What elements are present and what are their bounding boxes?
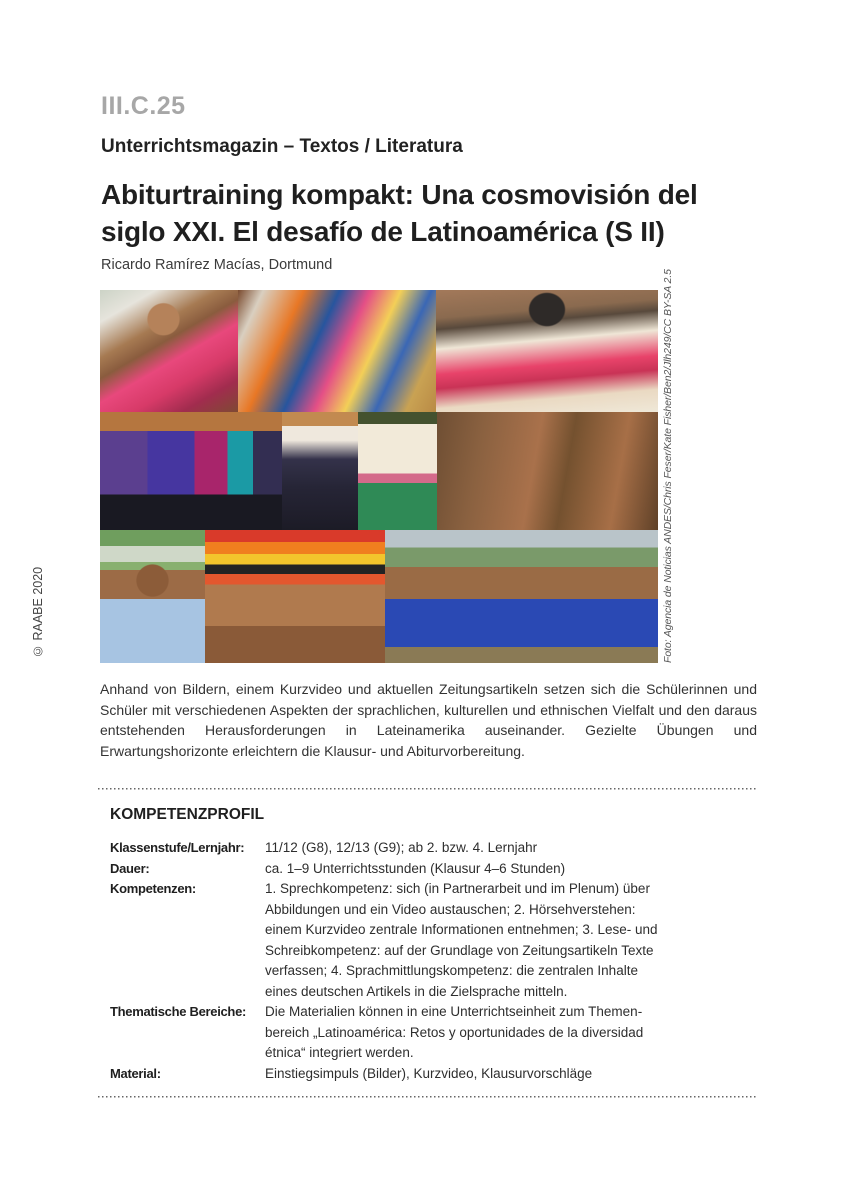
value-line: verfassen; 4. Sprachmittlungskompetenz: die zentralen Inhalte <box>265 963 638 978</box>
table-row-kompetenzen <box>110 879 756 1002</box>
value-line: bereich „Latinoamérica: Retos y oportunidades de la diversidad <box>265 1024 644 1040</box>
row-value <box>265 859 756 880</box>
table-row-thematische-bereiche <box>110 1002 756 1064</box>
value-line: Die Materialien können in eine Unterrichtseinheit zum Themen- <box>265 1004 643 1019</box>
row-value <box>265 838 756 859</box>
photo-navy-shawl-woman <box>282 412 358 530</box>
value-line: étnica“ integriert werden. <box>265 1045 414 1060</box>
row-value <box>265 879 756 1002</box>
row-value <box>265 1064 756 1085</box>
row-label: Dauer: <box>110 860 150 876</box>
value-line: 1. Sprechkompetenz: sich (in Partnerarbeit und im Plenum) über <box>265 881 650 896</box>
photo-woman-with-wool <box>436 290 658 412</box>
table-row-klassenstufe <box>110 838 756 859</box>
value-line: Einstiegsimpuls (Bilder), Kurzvideo, Klausurvorschläge <box>265 1065 593 1081</box>
copyright-vertical: © RAABE 2020 <box>31 566 45 658</box>
page-title <box>101 176 698 250</box>
competence-profile-table <box>110 838 756 1084</box>
photo-cape-women <box>100 412 282 530</box>
row-label: Material: <box>110 1065 161 1081</box>
row-label: Klassenstufe/Lernjahr: <box>110 840 245 855</box>
value-line: einem Kurzvideo zentrale Informationen entnehmen; 3. Lese- und <box>265 922 658 937</box>
value-line: 11/12 (G8), 12/13 (G9); ab 2. bzw. 4. Lernjahr <box>265 840 538 855</box>
row-value <box>265 1002 756 1064</box>
photo-feather-crown-man <box>100 530 205 663</box>
value-line: Schreibkompetenz: auf der Grundlage von Zeitungsartikeln Texte <box>265 942 654 958</box>
photo-collage <box>100 290 658 663</box>
page-title-line-2: siglo XXI. El desafío de Latinoamérica (S II) <box>101 216 665 247</box>
series-category: Unterrichtsmagazin – Textos / Literatura <box>101 136 463 157</box>
value-line: Abbildungen und ein Video austauschen; 2. Hörsehverstehen: <box>265 901 636 917</box>
row-label: Thematische Bereiche: <box>110 1004 247 1019</box>
photo-credit-vertical: Foto: Agencia de Noticias ANDES/Chris Feser/Kate Fisher/Ben2/Jlh249/CC BY-SA 2.5 <box>662 269 674 663</box>
photo-blue-dress-group <box>385 530 658 663</box>
value-line: eines deutschen Artikels in die Zielsprache mitteln. <box>265 983 568 999</box>
photo-floral-blouse-woman <box>358 412 437 530</box>
photo-shaman-profile <box>205 530 385 663</box>
collage-row-1 <box>100 290 658 412</box>
page-title-line-1: Abiturtraining kompakt: Una cosmovisión del <box>101 179 698 210</box>
table-row-dauer <box>110 859 756 880</box>
row-label: Kompetenzen: <box>110 881 196 896</box>
unit-code: III.C.25 <box>101 92 186 120</box>
intro-paragraph: Anhand von Bildern, einem Kurzvideo und aktuellen Zeitungsartikeln setzen sich die Schülerinnen und Schüler mit verschiedenen Aspekten der sprachlichen, kulturellen und ethnischen Vielfalt und den daraus entstehenden Herausforderungen in Lateinamerika auseinander. Gezielte Übungen und Erwartungshorizonte erleichtern die Klausur- und Abiturvorbereitung. <box>100 681 757 760</box>
author-line: Ricardo Ramírez Macías, Dortmund <box>101 257 333 273</box>
value-line: ca. 1–9 Unterrichtsstunden (Klausur 4–6 Stunden) <box>265 860 566 876</box>
collage-row-2 <box>100 412 658 530</box>
divider-dotted-top <box>98 788 757 790</box>
collage-row-3 <box>100 530 658 663</box>
photo-amazon-pair <box>437 412 658 530</box>
photo-folk-dancers <box>238 290 436 412</box>
photo-shaman-pink-shawl <box>100 290 238 412</box>
competence-profile-heading: KOMPETENZPROFIL <box>110 806 265 823</box>
table-row-material <box>110 1064 756 1085</box>
divider-dotted-bottom <box>98 1096 757 1098</box>
